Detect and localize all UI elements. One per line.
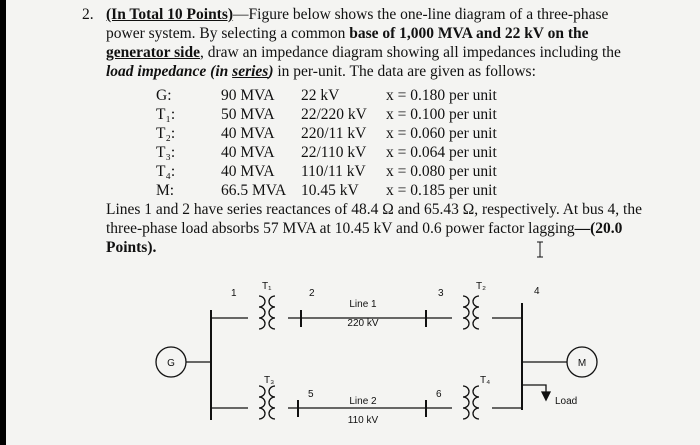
line-1-label: Line 1 xyxy=(349,299,377,310)
intro-text-3: , draw an impedance diagram showing all impedances including the xyxy=(199,44,621,61)
bus-5-label: 5 xyxy=(308,389,314,400)
t1-primary-winding xyxy=(259,296,265,329)
bus-6-label: 6 xyxy=(436,389,442,400)
one-line-diagram xyxy=(6,0,700,445)
component-rating: 90 MVA xyxy=(221,87,275,104)
component-rating: 40 MVA xyxy=(221,144,275,161)
component-rating: 40 MVA xyxy=(221,163,275,180)
intro-text: —Figure below shows the one-line diagram of a three-phase xyxy=(233,6,609,23)
line-1-voltage: 220 kV xyxy=(347,318,379,329)
load-label: Load xyxy=(555,396,578,407)
t4-secondary-winding xyxy=(473,386,479,419)
component-rating: 66.5 MVA xyxy=(221,182,287,199)
tail-line-1: Lines 1 and 2 have series reactances of 48.4 Ω and 65.43 Ω, respectively. At bus 4, the xyxy=(106,201,642,218)
component-reactance: x = 0.100 per unit xyxy=(386,106,497,123)
component-name: T₂: xyxy=(156,125,176,142)
intro-text-2: power system. By selecting a common xyxy=(106,25,350,42)
points-tail: —(20.0 xyxy=(574,220,623,237)
t4-primary-winding xyxy=(463,386,469,419)
component-voltage: 110/11 kV xyxy=(301,163,366,180)
component-voltage: 10.45 kV xyxy=(301,182,359,199)
t2-secondary-winding xyxy=(473,296,479,329)
bus-3-label: 3 xyxy=(438,288,444,299)
bus-1-label: 1 xyxy=(231,288,237,299)
component-voltage: 220/11 kV xyxy=(301,125,367,142)
load-impedance-text: load impedance (in xyxy=(106,63,233,80)
tail-line-3: Points). xyxy=(106,239,157,256)
component-name: T₃: xyxy=(156,144,176,161)
t1-label: T₁ xyxy=(262,281,272,292)
component-reactance: x = 0.080 per unit xyxy=(386,163,497,180)
component-name: T₄: xyxy=(156,163,176,180)
load-arrow xyxy=(542,392,550,400)
problem-number: 2. xyxy=(82,6,94,23)
component-voltage: 22/110 kV xyxy=(301,144,367,161)
text-cursor-icon xyxy=(537,242,543,257)
t3-label: T₃ xyxy=(264,375,275,386)
component-reactance: x = 0.180 per unit xyxy=(386,87,497,104)
component-voltage: 22/220 kV xyxy=(301,106,367,123)
component-name: G: xyxy=(156,87,172,104)
paren-close: ) xyxy=(268,63,274,80)
t2-label: T₂ xyxy=(476,281,486,292)
bus-4-label: 4 xyxy=(534,286,540,297)
problem-sheet xyxy=(6,0,700,445)
t3-secondary-winding xyxy=(269,386,275,419)
points-heading: (In Total 10 Points) xyxy=(106,6,234,23)
t4-label: T₄ xyxy=(480,375,491,386)
load-lead xyxy=(522,385,546,392)
generator-side-text: generator side xyxy=(106,44,200,61)
series-text: series xyxy=(232,63,269,80)
bus-2-label: 2 xyxy=(309,288,315,299)
component-rating: 50 MVA xyxy=(221,106,275,123)
component-name: M: xyxy=(156,182,175,199)
component-reactance: x = 0.064 per unit xyxy=(386,144,497,161)
intro-text-4: in per-unit. The data are given as follows: xyxy=(273,63,536,80)
load-spec: three-phase load absorbs 57 MVA at 10.45 kV and 0.6 power factor lagging xyxy=(106,220,575,237)
t3-primary-winding xyxy=(259,386,265,419)
line-2-voltage: 110 kV xyxy=(347,415,379,426)
motor-label: M xyxy=(577,358,587,369)
generator-label: G xyxy=(167,358,175,369)
component-name: T₁: xyxy=(156,106,176,123)
component-reactance: x = 0.060 per unit xyxy=(386,125,497,142)
t2-primary-winding xyxy=(463,296,469,329)
line-2-label: Line 2 xyxy=(349,396,377,407)
t1-secondary-winding xyxy=(269,296,275,329)
base-spec: base of 1,000 MVA and 22 kV on the xyxy=(349,25,589,42)
component-reactance: x = 0.185 per unit xyxy=(386,182,497,199)
component-voltage: 22 kV xyxy=(301,87,340,104)
component-rating: 40 MVA xyxy=(221,125,275,142)
